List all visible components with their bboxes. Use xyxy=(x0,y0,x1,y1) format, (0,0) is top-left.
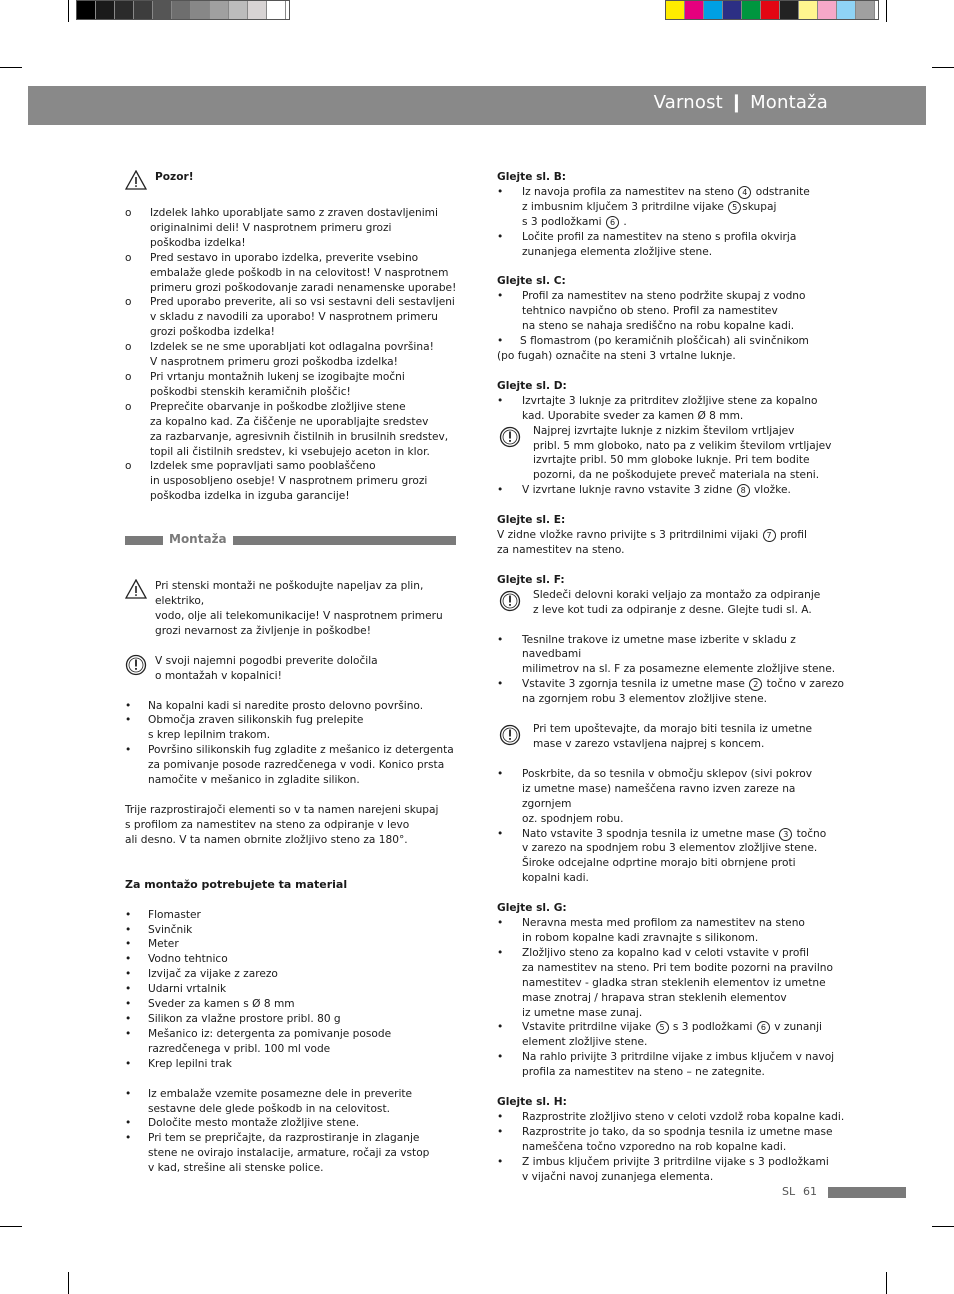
crop-mark xyxy=(0,1226,22,1227)
page-title: Varnost ❙ Montaža xyxy=(653,92,828,113)
warning-item xyxy=(125,370,470,400)
step-text: odstranite z imbusnim ključem 3 pritrdilne vijake xyxy=(522,185,810,213)
page-header xyxy=(28,86,926,125)
section-heading xyxy=(125,534,470,547)
warning-item xyxy=(125,340,470,370)
bullet: • xyxy=(125,908,132,921)
material-item-text: Mešanico iz: detergenta za pomivanje posode razredčenega v pribl. 100 ml vode xyxy=(148,1027,392,1055)
material-item xyxy=(125,982,470,997)
color-swatch xyxy=(685,1,704,19)
material-item-text: Izvijač za vijake z zarezo xyxy=(148,968,278,981)
figure-f-step-3: • Poskrbite, da so tesnila v območju sklepov (sivi pokrov iz umetne mase) nameščena ravno izven zareze na zgornjem oz. spodnjem robu. xyxy=(497,767,813,825)
bullet: • xyxy=(125,998,132,1011)
figure-d-step-1: • Izvrtajte 3 luknje za pritrditev zložljive stene za kopalno kad. Uporabite sveder za kamen Ø 8 mm. xyxy=(497,394,818,422)
bullet: • xyxy=(125,953,132,966)
part-number-badge: 4 xyxy=(738,186,751,199)
bullet: • xyxy=(125,968,132,981)
figure-b-title: Glejte sl. B: xyxy=(497,171,567,183)
figure-c-step-1: • Profil za namestitev na steno podržite skupaj z vodno tehtnico navpično ob steno. Profil za namestitev na steno se nahaja središčno na robu kopalne kadi. xyxy=(497,290,806,333)
figure-g-step-2: • Zložljivo steno za kopalno kad v celoti vstavite v profil za namestitev na steno. Pri tem bodite pozorni na pravilno namestitev - gladka stran steklenih elementov iz umetne mase znotraj / hrapava stran steklenih elementov iz umetne mase zunaj. xyxy=(497,946,833,1019)
list-item xyxy=(125,743,470,788)
right-column xyxy=(497,170,847,1184)
crop-mark xyxy=(886,0,887,22)
bullet: • xyxy=(125,744,132,757)
bullet: o xyxy=(125,370,132,383)
material-item xyxy=(125,923,470,938)
bullet: • xyxy=(125,938,132,951)
material-item xyxy=(125,952,470,967)
step-text: vložke. xyxy=(750,484,791,497)
part-number-badge: 3 xyxy=(779,828,792,841)
warning-item-text: Izdelek sme popravljati samo pooblaščeno in usposobljeno osebje! V nasprotnem primeru grozi poškodba izdelka in izguba garancije! xyxy=(150,460,428,503)
material-item-text: Vodno tehtnico xyxy=(148,953,228,966)
bullet: o xyxy=(125,251,132,264)
gray-color-bar xyxy=(76,0,290,20)
material-item-text: Flomaster xyxy=(148,908,201,921)
material-item xyxy=(125,1027,470,1057)
list-item-text: Površino silikonskih fug zgladite z mešanico iz detergenta za pomivanje posode razredčenega v vodi. Konico prsta namočite v mešanico in zgladite silikon. xyxy=(148,744,454,787)
step-text: skupaj s 3 podložkami xyxy=(522,200,777,228)
list-item xyxy=(125,1116,470,1131)
color-swatch xyxy=(742,1,761,19)
material-item xyxy=(125,908,470,923)
step-text: profil za namestitev na steno. xyxy=(497,529,807,556)
install-note-text: V svoji najemni pogodbi preverite določila o montažah v kopalnici! xyxy=(155,654,378,682)
figure-e-title: Glejte sl. E: xyxy=(497,514,566,527)
figure-b-step-1: • Iz navoja profila za namestitev na steno 4 odstranite z imbusnim ključem 3 pritrdilne vijake 5 skupaj s 3 podložkami 6 . xyxy=(497,185,810,228)
material-item xyxy=(125,937,470,952)
color-swatch xyxy=(153,1,172,19)
list-item-text: Določite mesto montaže zložljive stene. xyxy=(148,1117,360,1130)
warning-triangle-icon xyxy=(125,579,147,604)
crop-mark xyxy=(68,0,69,22)
color-swatch xyxy=(780,1,799,19)
step-text: Vstavite pritrdilne vijake xyxy=(522,1021,655,1034)
figure-c-title: Glejte sl. C: xyxy=(497,275,566,288)
final-steps-list xyxy=(125,1087,470,1176)
list-item xyxy=(125,699,470,714)
color-swatch xyxy=(134,1,153,19)
warning-item-text: Pred sestavo in uporabo izdelka, preverite vsebino embalaže glede poškodb in na celovitost! V nasprotnem primeru grozi poškodovanje zaradi nenamenske uporabe! xyxy=(150,251,457,294)
color-swatch xyxy=(77,1,96,19)
step-text: Nato vstavite 3 spodnja tesnila iz umetne mase xyxy=(522,827,779,840)
warning-item-text: Preprečite obarvanje in poškodbe zložljive stene za kopalno kad. Za čiščenje ne uporabljajte sredstev za razbarvanje, agresivnih čistilnih in brusilnih sredstev, topil ali čistilnih sredstev, ki vsebujejo aceton in klor. xyxy=(150,400,449,458)
caution-block xyxy=(125,170,470,196)
bullet: o xyxy=(125,460,132,473)
step-text: v zunanji element zložljive stene. xyxy=(522,1021,822,1049)
color-swatch xyxy=(723,1,742,19)
material-item-text: Svinčnik xyxy=(148,923,193,936)
part-number-badge: 7 xyxy=(763,529,776,542)
exclamation-circle-icon xyxy=(499,426,521,453)
bullet: • xyxy=(125,1087,132,1100)
step-text: s 3 podložkami xyxy=(669,1021,756,1034)
material-item xyxy=(125,997,470,1012)
warning-item xyxy=(125,251,470,296)
material-item xyxy=(125,1057,470,1072)
color-swatch xyxy=(761,1,780,19)
figure-f-title: Glejte sl. F: xyxy=(497,573,565,586)
figure-f-note: Sledeči delovni koraki veljajo za montažo za odpiranje z leve kot tudi za odpiranje z desne. Glejte tudi sl. A. xyxy=(497,588,847,618)
install-warning xyxy=(125,579,470,639)
bullet: o xyxy=(125,400,132,413)
material-item xyxy=(125,967,470,982)
bullet: o xyxy=(125,296,132,309)
warning-item-text: Izdelek lahko uporabljate samo z zraven dostavljenimi originalnimi deli! V nasprotnem primeru grozi poškodba izdelka! xyxy=(150,207,438,249)
step-text: . xyxy=(619,215,627,228)
step-text: točno v zarezo na zgornjem robu 3 elementov zložljive stene. xyxy=(522,678,845,706)
figure-g-step-4: • Na rahlo privijte 3 pritrdilne vijake z imbus ključem v navoj profila za namestitev na steno – ne zategnite. xyxy=(497,1051,835,1079)
figure-f-step-2: • Vstavite 3 zgornja tesnila iz umetne mase 2 točno v zarezo na zgornjem robu 3 elementov zložljive stene. xyxy=(497,678,845,706)
figure-e-text xyxy=(497,528,847,558)
figure-b-step-2: • Ločite profil za namestitev na steno s profila okvirja zunanjega elementa zložljive stene. xyxy=(497,230,797,258)
bullet: • xyxy=(125,983,132,996)
bullet: • xyxy=(125,1027,132,1040)
color-swatch xyxy=(248,1,267,19)
figure-f-note-2: Pri tem upoštevajte, da morajo biti tesnila iz umetne mase v zarezo vstavljena najprej s koncem. xyxy=(497,722,847,752)
color-swatch xyxy=(837,1,856,19)
warning-triangle-icon xyxy=(125,170,147,195)
color-swatch xyxy=(115,1,134,19)
preparation-list xyxy=(125,699,470,788)
color-swatch xyxy=(704,1,723,19)
install-note xyxy=(125,654,470,684)
bullet: o xyxy=(125,341,132,354)
list-item-text: Območja zraven silikonskih fug prelepite s krep lepilnim trakom. xyxy=(148,714,364,742)
figure-g-step-3: • Vstavite pritrdilne vijake 5 s 3 podložkami 6 v zunanji element zložljive stene. xyxy=(497,1021,822,1049)
install-warning-text: Pri stenski montaži ne poškodujte napeljav za plin, elektriko, vodo, olje ali telekomunikacije! V nasprotnem primeru grozi nevarnost za življenje in poškodbe! xyxy=(155,580,443,637)
figure-g-step-1: • Neravna mesta med profilom za namestitev na steno in robom kopalne kadi zravnajte s silikonom. xyxy=(497,917,805,944)
figure-h-step-3: • Z imbus ključem privijte 3 pritrdilne vijake s 3 podložkami v vijačni navoj zunanjega elementa. xyxy=(497,1155,829,1183)
step-text: V zidne vložke ravno privijte s 3 pritrdilnimi vijaki xyxy=(497,529,762,542)
exclamation-circle-icon xyxy=(499,724,521,751)
figure-f-step-4: • Nato vstavite 3 spodnja tesnila iz umetne mase 3 točno v zarezo na spodnjem robu 3 elementov zložljive stene. Široke odcejalne odprtine morajo biti obrnjene proti kopalni kadi. xyxy=(497,827,827,885)
list-item-text: Na kopalni kadi si naredite prosto delovno površino. xyxy=(148,699,424,712)
material-item-text: Silikon za vlažne prostore pribl. 80 g xyxy=(148,1012,341,1025)
page-number: 61 xyxy=(803,1185,817,1198)
bullet: • xyxy=(125,1132,132,1145)
left-column xyxy=(125,170,470,1176)
language-code: SL xyxy=(782,1185,796,1198)
bullet: • xyxy=(125,699,132,712)
bullet: • xyxy=(125,923,132,936)
list-item xyxy=(125,713,470,743)
part-number-badge: 6 xyxy=(606,216,619,229)
material-item-text: Krep lepilni trak xyxy=(148,1057,232,1070)
crop-mark xyxy=(68,1272,69,1294)
elements-paragraph: Trije razprostirajoči elementi so v ta namen narejeni skupaj s profilom za namestitev na steno za odpiranje v levo ali desno. V ta namen obrnite zložljivo steno za 180°. xyxy=(125,804,439,846)
part-number-badge: 5 xyxy=(728,201,741,214)
material-list xyxy=(125,908,470,1072)
caution-title: Pozor! xyxy=(155,171,194,183)
color-swatch xyxy=(172,1,191,19)
color-swatch xyxy=(856,1,875,19)
warnings-list xyxy=(125,206,470,504)
step-text: Vstavite 3 zgornja tesnila iz umetne mase xyxy=(522,678,749,691)
figure-h-step-2: • Razprostrite jo tako, da so spodnja tesnila iz umetne mase nameščena točno vzporedno na rob kopalne kadi. xyxy=(497,1125,833,1153)
color-swatch xyxy=(818,1,837,19)
warning-item xyxy=(125,400,470,460)
warning-item-text: Pred uporabo preverite, ali so vsi sestavni deli sestavljeni v skladu z navodili za uporabo! V nasprotnem primeru grozi poškodba izdelka! xyxy=(150,296,455,339)
step-text: točno v zarezo na spodnjem robu 3 elementov zložljive stene. Široke odcejalne odprtine morajo biti obrnjene proti kopalni kadi. xyxy=(522,827,827,885)
color-swatch xyxy=(191,1,210,19)
figure-d-note: Najprej izvrtajte luknje z nizkim številom vrtljajev pribl. 5 mm globoko, nato pa z velikim številom vrtljajev izvrtajte pribl. 50 mm globoke luknje. Pri tem bodite pozorni, da ne poškodujete preveč materiala na steni. xyxy=(497,424,847,484)
figure-d-title: Glejte sl. D: xyxy=(497,379,567,392)
material-item-text: Sveder za kamen s Ø 8 mm xyxy=(148,998,295,1011)
color-swatch xyxy=(96,1,115,19)
warning-item-text: Izdelek se ne sme uporabljati kot odlagalna površina! V nasprotnem primeru grozi poškodba izdelka! xyxy=(150,341,434,369)
warning-item xyxy=(125,295,470,340)
bullet: • xyxy=(125,714,132,727)
material-item-text: Udarni vrtalnik xyxy=(148,983,227,996)
bullet: o xyxy=(125,207,132,219)
color-swatch xyxy=(666,1,685,19)
warning-item-text: Pri vrtanju montažnih lukenj se izogibajte močni poškodbi stenskih keramičnih ploščic! xyxy=(150,370,405,398)
crop-mark xyxy=(932,1226,954,1227)
color-swatch xyxy=(799,1,818,19)
material-item-text: Meter xyxy=(148,938,179,951)
crop-mark xyxy=(886,1272,887,1294)
warning-item xyxy=(125,206,470,251)
warning-item xyxy=(125,459,470,504)
figure-d-step-2: • V izvrtane luknje ravno vstavite 3 zidne 8 vložke. xyxy=(497,484,791,497)
color-swatch xyxy=(229,1,248,19)
step-text: V izvrtane luknje ravno vstavite 3 zidne xyxy=(522,484,736,497)
bullet: • xyxy=(125,1012,132,1025)
list-item-text: Iz embalaže vzemite posamezne dele in preverite sestavne dele glede poškodb in na celovitost. xyxy=(148,1087,413,1115)
figure-c-step-2: • S flomastrom (po keramičnih ploščicah) ali svinčnikom (po fugah) označite na steni 3 vrtalne luknje. xyxy=(497,335,809,362)
list-item xyxy=(125,1087,470,1117)
figure-f-step-1: • Tesnilne trakove iz umetne mase izberite v skladu z navedbami milimetrov na sl. F za posamezne elemente zložljive stene. xyxy=(497,633,836,676)
color-swatch xyxy=(210,1,229,19)
part-number-badge: 6 xyxy=(757,1021,770,1034)
part-number-badge: 5 xyxy=(656,1021,669,1034)
process-color-bar xyxy=(665,0,879,20)
list-item xyxy=(125,1131,470,1176)
material-item xyxy=(125,1012,470,1027)
section-title: Montaža xyxy=(169,532,227,547)
material-title: Za montažo potrebujete ta material xyxy=(125,877,348,891)
part-number-badge: 2 xyxy=(749,678,762,691)
color-swatch xyxy=(267,1,286,19)
figure-h-step-1: • Razprostrite zložljivo steno v celoti vzdolž roba kopalne kadi. xyxy=(497,1110,845,1123)
crop-mark xyxy=(932,67,954,68)
step-text: Iz navoja profila za namestitev na steno xyxy=(522,185,738,198)
footer-bar xyxy=(828,1187,906,1198)
part-number-badge: 8 xyxy=(737,484,750,497)
bullet: • xyxy=(125,1117,132,1130)
exclamation-circle-icon xyxy=(125,654,147,681)
bullet: • xyxy=(125,1057,132,1070)
exclamation-circle-icon xyxy=(499,590,521,617)
figure-h-title: Glejte sl. H: xyxy=(497,1096,567,1109)
figure-g-title: Glejte sl. G: xyxy=(497,902,567,915)
crop-mark xyxy=(0,67,22,68)
list-item-text: Pri tem se prepričajte, da razprostiranje in zlaganje stene ne ovirajo instalacije, armature, ročaji za vstop v kad, strešine ali stenske police. xyxy=(148,1132,430,1175)
